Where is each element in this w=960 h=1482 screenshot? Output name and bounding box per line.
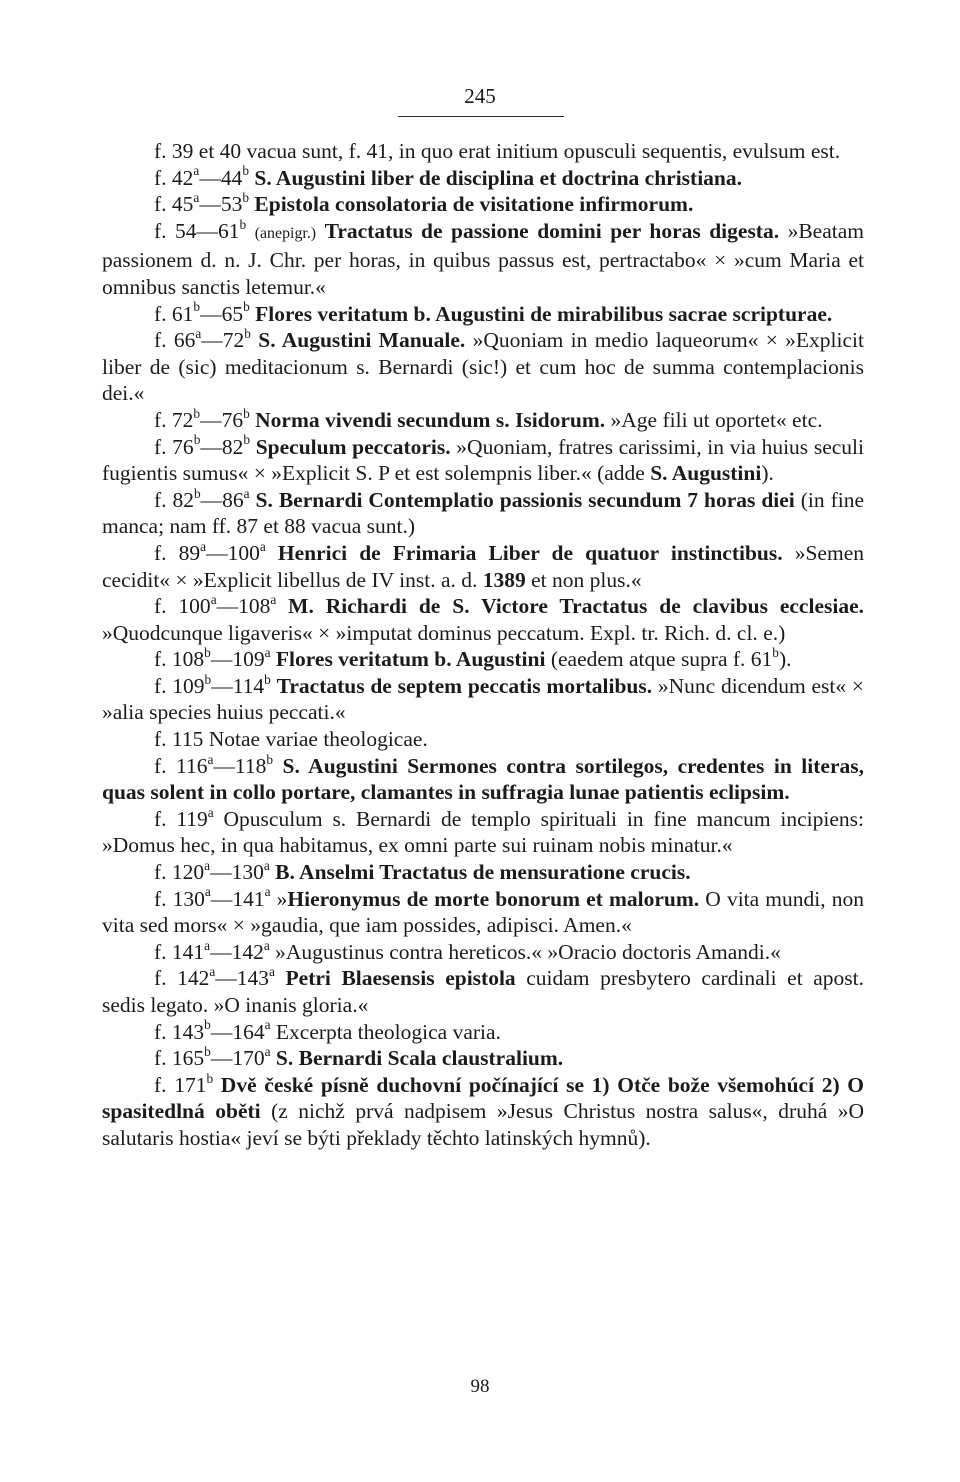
catalog-entry: f. 141$^a$—142$^a$ »Augustinus contra hereticos.« »Oracio doctoris Amandi.«	[154, 937, 781, 964]
catalog-entry: f. 116$^a$—118$^b$ S. Augustini Sermones contra sortilegos, credentes in literas, quas solent in collo portare, clamantes in suffragia lunae patientis eclipsim.	[102, 751, 864, 805]
catalog-entry: f. 130$^a$—141$^a$ »Hieronymus de morte bonorum et malorum. O vita mundi, non vita sed mors« × »gaudia, que iam possides, adipisci. Amen.«	[102, 884, 864, 938]
catalog-entry: f. 39 et 40 vacua sunt, f. 41, in quo erat initium opusculi sequentis, evulsum est.	[154, 139, 841, 163]
catalog-entries	[102, 138, 864, 1152]
catalog-entry: f. 143$^b$—164$^a$ Excerpta theologica varia.	[154, 1017, 501, 1044]
catalog-entry: f. 108$^b$—109$^a$ Flores veritatum b. Augustini (eaedem atque supra f. 61$^b$).	[154, 645, 792, 672]
catalog-entry: f. 119$^a$ Opusculum s. Bernardi de templo spirituali in fine mancum incipiens: »Domus hec, in qua habitamus, ex omni parte sui ruinam nobis minatur.«	[102, 804, 864, 858]
catalog-entry: f. 42$^a$—44$^b$ S. Augustini liber de disciplina et doctrina christiana.	[154, 163, 742, 190]
catalog-entry: f. 76$^b$—82$^b$ Speculum peccatoris. »Quoniam, fratres carissimi, in via huius seculi fugientis sumus« × »Explicit S. P et est solempnis liber.« (adde S. Augustini).	[102, 432, 864, 486]
catalog-entry: f. 120$^a$—130$^a$ B. Anselmi Tractatus de mensuratione crucis.	[154, 857, 691, 885]
footer-signature: 98	[470, 1376, 490, 1397]
catalog-entry: f. 100$^a$—108$^a$ M. Richardi de S. Victore Tractatus de clavibus ecclesiae. »Quodcunque ligaveris« × »imputat dominus peccatum. Expl. tr. Rich. d. cl. e.)	[102, 591, 864, 645]
catalog-entry: f. 89$^a$—100$^a$ Henrici de Frimaria Liber de quatuor instinctibus. »Semen cecidit« × »Explicit libellus de IV inst. a. d. 1389 et non plus.«	[102, 538, 864, 592]
catalog-entry: f. 82$^b$—86$^a$ S. Bernardi Contemplatio passionis secundum 7 horas diei (in fine manca; nam ff. 87 et 88 vacua sunt.)	[102, 485, 864, 539]
catalog-entry: f. 109$^b$—114$^b$ Tractatus de septem peccatis mortalibus. »Nunc dicendum est« × »alia species huius peccati.«	[102, 671, 864, 725]
catalog-entry: f. 165$^b$—170$^a$ S. Bernardi Scala claustralium.	[154, 1044, 564, 1071]
catalog-entry: f. 45$^a$—53$^b$ Epistola consolatoria de visitatione infirmorum.	[154, 190, 694, 217]
header-rule	[398, 116, 564, 117]
catalog-entry: f. 115 Notae variae theologicae.	[154, 727, 428, 752]
catalog-entry: f. 54—61$^b$ (anepigr.) Tractatus de passione domini per horas digesta. »Beatam passionem d. n. J. Chr. per horas, in quibus passus est, pertractabo« × »cum Maria et omnibus sanctis letemur.«	[102, 216, 864, 299]
catalog-entry: f. 72$^b$—76$^b$ Norma vivendi secundum s. Isidorum. »Age fili ut oportet« etc.	[154, 405, 823, 432]
catalog-entry: f. 171$^b$ Dvě české písně duchovní počínající se 1) Otče bože všemohúcí 2) O spasitedlná oběti (z nichž prvá nadpisem »Jesus Christus nostra salus«, druhá »O salutaris hostia« jeví se býti překlady těchto latinských hymnů).	[102, 1070, 865, 1150]
catalog-entry: f. 142$^a$—143$^a$ Petri Blaesensis epistola cuidam presbytero cardinali et apost. sedis legato. »O inanis gloria.«	[102, 964, 865, 1017]
catalog-entry: f. 66$^a$—72$^b$ S. Augustini Manuale. »Quoniam in medio laqueorum« × »Explicit liber de (sic) meditacionum s. Bernardi (sic!) et cum hoc de summa contemplacionis dei.«	[102, 326, 864, 406]
catalog-entry: f. 61$^b$—65$^b$ Flores veritatum b. Augustini de mirabilibus sacrae scripturae.	[154, 299, 833, 326]
page-number: 245	[464, 84, 496, 108]
